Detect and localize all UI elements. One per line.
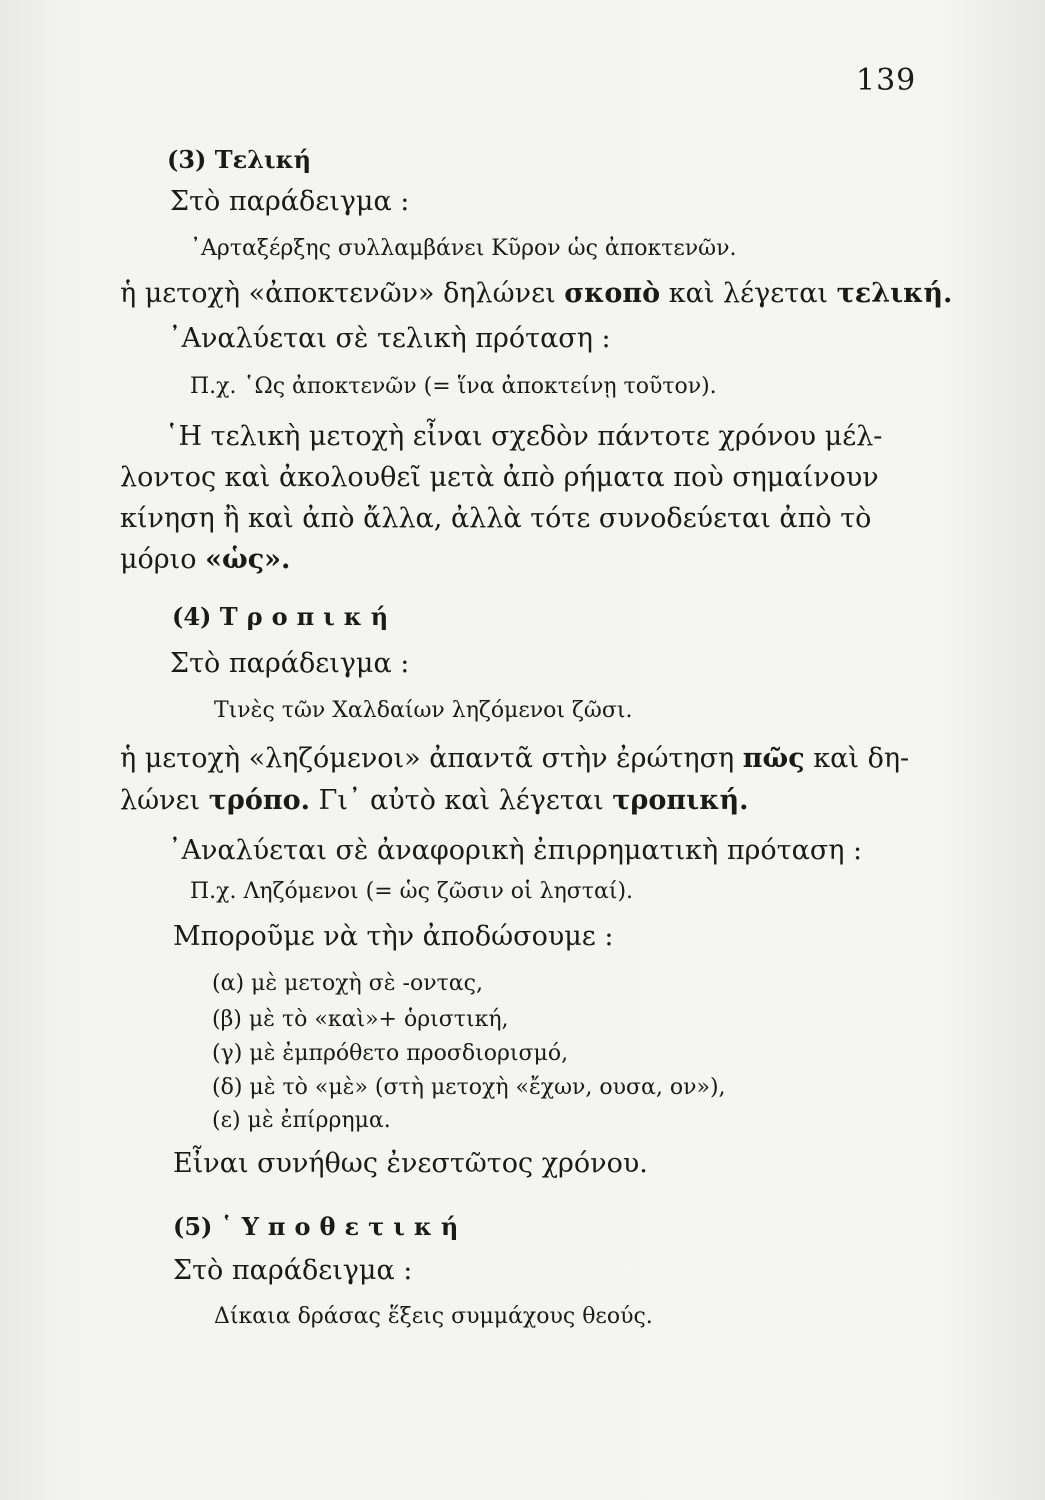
list-item: (ε) μὲ ἐπίρρημα. <box>212 1108 391 1133</box>
section-4-title: Τροπική <box>219 602 398 631</box>
section-5-title: ῾Υποθετική <box>220 1212 468 1241</box>
bold-term: πῶς <box>742 743 805 774</box>
section-5-example: Δίκαια δράσας ἕξεις συμμάχους θεούς. <box>214 1304 653 1329</box>
section-3-number: (3) <box>167 145 207 174</box>
section-4-analysis: ᾿Αναλύεται σὲ ἀναφορικὴ ἐπιρρηματικὴ πρόταση : <box>168 835 863 866</box>
list-item: (α) μὲ μετοχὴ σὲ -οντας, <box>212 971 483 996</box>
section-4-number: (4) <box>172 602 212 631</box>
section-3-sentence <box>120 280 952 307</box>
list-item: (γ) μὲ ἐμπρόθετο προσδιορισμό, <box>212 1041 569 1066</box>
text-run: λώνει <box>120 785 209 816</box>
section-4-analysis-example: Π.χ. Ληζόμενοι (= ὡς ζῶσιν οἱ λησταί). <box>190 879 634 904</box>
section-4-heading <box>172 602 398 631</box>
text-run: καὶ δη- <box>804 743 910 774</box>
section-3-paragraph-line-2: λοντος καὶ ἀκολουθεῖ μετὰ ἀπὸ ρήματα ποὺ σημαίνουν <box>120 462 879 493</box>
section-3-title: Τελική <box>214 145 312 174</box>
bold-term: «ὡς». <box>205 544 291 575</box>
section-3-example: ᾿Αρταξέρξης συλλαμβάνει Κῦρον ὡς ἀποκτενῶν. <box>190 236 737 261</box>
section-4-closing: Εἶναι συνήθως ἐνεστῶτος χρόνου. <box>173 1148 648 1179</box>
section-3-intro: Στὸ παράδειγμα : <box>170 186 410 217</box>
text-run: μόριο <box>120 544 206 575</box>
section-4-sentence-line-2 <box>120 787 749 814</box>
bold-term: τρόπο. <box>208 785 311 816</box>
section-3-heading <box>167 145 312 174</box>
text-run: ἡ μετοχὴ «ἀποκτενῶν» δηλώνει <box>120 278 565 309</box>
section-5-number: (5) <box>173 1212 213 1241</box>
text-run: Γι᾿ αὐτὸ καὶ λέγεται <box>310 785 613 816</box>
section-3-paragraph-line-1: ῾Η τελικὴ μετοχὴ εἶναι σχεδὸν πάντοτε χρόνου μέλ- <box>165 421 883 452</box>
section-3-analysis: ᾿Αναλύεται σὲ τελικὴ πρόταση : <box>168 323 611 354</box>
text-run: ἡ μετοχὴ «ληζόμενοι» ἀπαντᾶ στὴν ἐρώτηση <box>120 743 743 774</box>
section-4-intro: Στὸ παράδειγμα : <box>170 648 410 679</box>
section-3-analysis-example: Π.χ. ῾Ως ἀποκτενῶν (= ἵνα ἀποκτείνῃ τοῦτον). <box>190 374 717 399</box>
list-item: (β) μὲ τὸ «καὶ»+ ὁριστική, <box>212 1007 509 1032</box>
bold-term: σκοπὸ <box>564 278 661 309</box>
section-3-paragraph-line-4 <box>120 546 290 573</box>
section-4-sentence-line-1 <box>120 745 909 772</box>
section-4-can-render: Μποροῦμε νὰ τὴν ἀποδώσουμε : <box>173 921 614 952</box>
text-run: καὶ λέγεται <box>660 278 837 309</box>
section-5-intro: Στὸ παράδειγμα : <box>173 1255 413 1286</box>
page-number: 139 <box>856 63 917 98</box>
section-4-example: Τινὲς τῶν Χαλδαίων ληζόμενοι ζῶσι. <box>214 698 633 723</box>
bold-term: τελική. <box>836 278 953 309</box>
section-5-heading <box>173 1212 468 1241</box>
bold-term: τροπική. <box>612 785 749 816</box>
list-item: (δ) μὲ τὸ «μὲ» (στὴ μετοχὴ «ἔχων, ουσα, ον»), <box>212 1075 726 1100</box>
section-3-paragraph-line-3: κίνηση ἢ καὶ ἀπὸ ἄλλα, ἀλλὰ τότε συνοδεύεται ἀπὸ τὸ <box>120 503 872 534</box>
